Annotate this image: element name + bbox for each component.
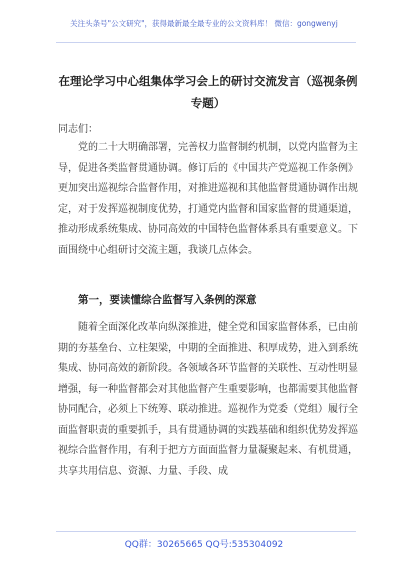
- document-title: 在理论学习中心组集体学习会上的研讨交流发言（巡视条例专题）: [58, 74, 358, 110]
- section-heading: 第一，要读懂综合监督写入条例的深意: [78, 294, 257, 306]
- salutation: 同志们：: [58, 124, 98, 135]
- promo-header: 关注头条号"公文研究"，获得最新最全最专业的公文资料库！ 微信：gongwenyj: [70, 19, 338, 28]
- paragraph-body: 随着全面深化改革向纵深推进，健全党和国家监督体系，已由前期的夯基垒台、立柱架梁，中期的全面推进、积厚成势，进入到系统集成、协同高效的新阶段。各领域各环节监督的关联性、互动性明显增强，每一种监督都会对其他监督产生重要影响，也都需要其他监督协同配合，必须上下统筹、联动推进。巡视作为党委（党组）履行全面监督职责的重要抓手，具有贯通协调的实践基础和组织优势发挥巡视综合监督作用，有利于把方方面面监督力量凝聚起来、有机贯通，共享共用信息、资源、力量、手段、成: [58, 322, 358, 477]
- contact-footer: QQ群：30265665 QQ号:535304092: [124, 540, 284, 550]
- footer-divider: [56, 531, 356, 532]
- header-divider: [56, 42, 356, 43]
- paragraph-intro: 党的二十大明确部署，完善权力监督制约机制，以党内监督为主导，促进各类监督贯通协调。修订后的《中国共产党巡视工作条例》更加突出巡视综合监督作用，对推进巡视和其他监督贯通协调作出规定，对于发挥巡视制度优势，打通党内监督和国家监督的贯通渠道，推动形成系统集成、协同高效的中国特色监督体系具有重要意义。下面围绕中心组研讨交流主题，我谈几点体会。: [58, 142, 358, 256]
